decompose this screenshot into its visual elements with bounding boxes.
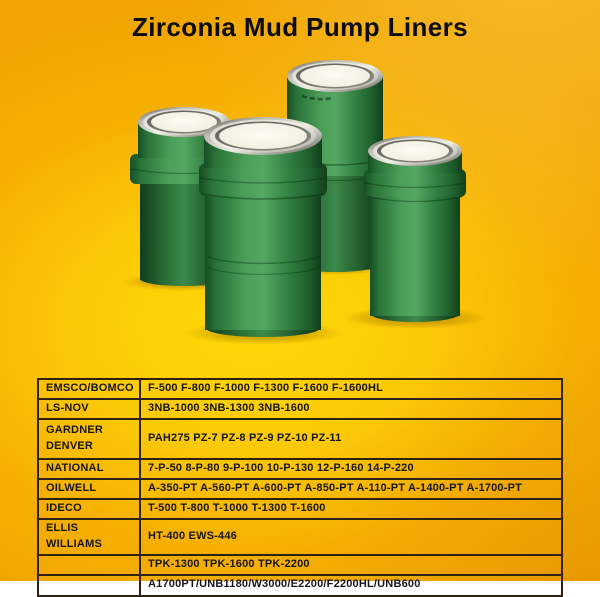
brand-cell: GARDNER DENVER [38, 419, 140, 459]
models-cell: PAH275 PZ-7 PZ-8 PZ-9 PZ-10 PZ-11 [140, 419, 562, 459]
brand-cell [38, 555, 140, 575]
brand-cell: ELLIS WILLIAMS [38, 519, 140, 555]
models-cell: F-500 F-800 F-1000 F-1300 F-1600 F-1600HL [140, 379, 562, 399]
liner-compatibility-table [37, 378, 563, 597]
table-row [38, 419, 562, 459]
brand-cell: NATIONAL [38, 459, 140, 479]
models-cell: A-350-PT A-560-PT A-600-PT A-850-PT A-110-PT A-1400-PT A-1700-PT [140, 479, 562, 499]
table-row [38, 555, 562, 575]
models-cell: HT-400 EWS-446 [140, 519, 562, 555]
models-cell: 7-P-50 8-P-80 9-P-100 10-P-130 12-P-160 14-P-220 [140, 459, 562, 479]
brand-cell: EMSCO/BOMCO [38, 379, 140, 399]
brand-cell: IDECO [38, 499, 140, 519]
liner-cylinder-front [199, 117, 327, 337]
table-row [38, 399, 562, 419]
table-row [38, 575, 562, 596]
page-title: Zirconia Mud Pump Liners [131, 12, 469, 42]
brand-cell: OILWELL [38, 479, 140, 499]
models-cell: TPK-1300 TPK-1600 TPK-2200 [140, 555, 562, 575]
table-row [38, 519, 562, 555]
brand-cell [38, 575, 140, 596]
mud-pump-liners-image [90, 50, 510, 360]
models-cell: 3NB-1000 3NB-1300 3NB-1600 [140, 399, 562, 419]
brand-cell: LS-NOV [38, 399, 140, 419]
table-row [38, 379, 562, 399]
table-row [38, 479, 562, 499]
table-row [38, 499, 562, 519]
liner-cylinder-right [364, 136, 466, 322]
models-cell: T-500 T-800 T-1000 T-1300 T-1600 [140, 499, 562, 519]
table-row [38, 459, 562, 479]
models-cell: A1700PT/UNB1180/W3000/E2200/F2200HL/UNB600 [140, 575, 562, 596]
